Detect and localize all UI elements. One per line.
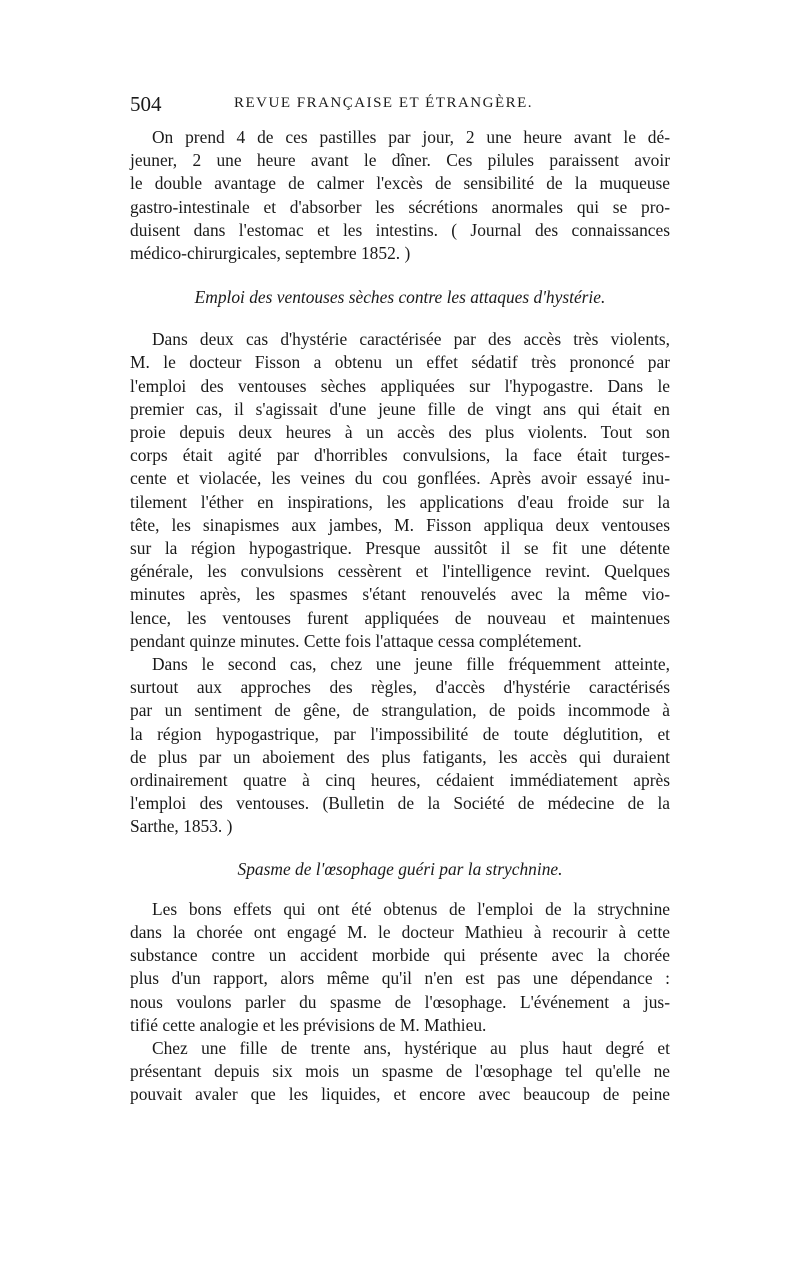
text-line: dans la chorée ont engagé M. le docteur Mathieu à recourir à cette bbox=[130, 921, 670, 942]
text-line: proie depuis deux heures à un accès des plus violents. Tout son bbox=[130, 422, 670, 443]
text-line: cente et violacée, les veines du cou gonflées. Après avoir essayé inu- bbox=[130, 468, 670, 489]
section-heading-ventouses: Emploi des ventouses sèches contre les attaques d'hystérie. bbox=[194, 287, 606, 308]
text-line: tifié cette analogie et les prévisions de M. Mathieu. bbox=[130, 1014, 487, 1035]
text-line: Dans deux cas d'hystérie caractérisée par des accès très violents, bbox=[152, 329, 670, 350]
text-line: tilement l'éther en inspirations, les applications d'eau froide sur la bbox=[130, 491, 670, 512]
text-line: pouvait avaler que les liquides, et encore avec beaucoup de peine bbox=[130, 1084, 670, 1105]
text-line: minutes après, les spasmes s'étant renouvelés avec la même vio- bbox=[130, 584, 670, 605]
paragraph-strychnine bbox=[130, 898, 670, 1037]
page-number: 504 bbox=[130, 92, 162, 116]
text-line: ordinairement quatre à cinq heures, cédaient immédiatement après bbox=[130, 770, 670, 791]
paragraph-pastilles bbox=[130, 126, 670, 265]
text-line: gastro-intestinale et d'absorber les sécrétions anormales qui se pro- bbox=[130, 196, 670, 217]
text-line: plus d'un rapport, alors même qu'il n'en est pas une dépendance : bbox=[130, 968, 670, 989]
running-title: REVUE FRANÇAISE ET ÉTRANGÈRE. bbox=[234, 95, 534, 111]
text-line: pendant quinze minutes. Cette fois l'attaque cessa complétement. bbox=[130, 630, 582, 651]
text-line: M. le docteur Fisson a obtenu un effet sédatif très prononcé par bbox=[130, 352, 670, 373]
text-line: générale, les convulsions cessèrent et l'intelligence revint. Quelques bbox=[130, 561, 670, 582]
text-line: surtout aux approches des règles, d'accès d'hystérie caractérisés bbox=[130, 677, 670, 698]
text-line: jeuner, 2 une heure avant le dîner. Ces pilules paraissent avoir bbox=[130, 150, 670, 171]
paragraph-second-case bbox=[130, 653, 670, 839]
text-line: duisent dans l'estomac et les intestins. ( Journal des connaissances bbox=[130, 219, 670, 240]
paragraph-case-thirty bbox=[130, 1037, 670, 1107]
text-line: l'emploi des ventouses. (Bulletin de la Société de médecine de la bbox=[130, 793, 670, 814]
text-line: sur la région hypogastrique. Presque aussitôt il se fit une détente bbox=[130, 538, 670, 559]
text-line: On prend 4 de ces pastilles par jour, 2 une heure avant le dé- bbox=[152, 127, 670, 147]
text-line: de plus par un aboiement des plus fatigants, les accès qui duraient bbox=[130, 746, 670, 767]
text-line: médico-chirurgicales, septembre 1852. ) bbox=[130, 243, 411, 264]
text-line: l'emploi des ventouses sèches appliquées sur l'hypogastre. Dans le bbox=[130, 375, 670, 396]
text-line: corps était agité par d'horribles convulsions, la face était turges- bbox=[130, 445, 670, 466]
text-line: tête, les sinapismes aux jambes, M. Fisson appliqua deux ventouses bbox=[130, 514, 670, 535]
text-line: présentant depuis six mois un spasme de l'œsophage tel qu'elle ne bbox=[130, 1061, 670, 1082]
text-line: substance contre un accident morbide qui présente avec la chorée bbox=[130, 945, 670, 966]
text-line: Dans le second cas, chez une jeune fille fréquemment atteinte, bbox=[152, 654, 670, 675]
text-line: Chez une fille de trente ans, hystérique au plus haut degré et bbox=[152, 1037, 670, 1058]
paragraph-hysteria-cases bbox=[130, 328, 670, 653]
text-line: Les bons effets qui ont été obtenus de l'emploi de la strychnine bbox=[152, 898, 670, 919]
text-line: nous voulons parler du spasme de l'œsophage. L'événement a jus- bbox=[130, 991, 670, 1012]
text-line: par un sentiment de gêne, de strangulation, de poids incommode à bbox=[130, 700, 670, 721]
text-line: premier cas, il s'agissait d'une jeune fille de vingt ans qui était en bbox=[130, 398, 670, 419]
text-line: Sarthe, 1853. ) bbox=[130, 816, 233, 837]
running-head bbox=[130, 92, 670, 126]
text-line: le double avantage de calmer l'excès de sensibilité de la muqueuse bbox=[130, 173, 670, 194]
text-line: lence, les ventouses furent appliquées de nouveau et maintenues bbox=[130, 607, 670, 628]
book-page bbox=[130, 92, 670, 1107]
section-heading-spasme: Spasme de l'œsophage guéri par la strychnine. bbox=[237, 858, 563, 879]
text-line: la région hypogastrique, par l'impossibilité de toute déglutition, et bbox=[130, 723, 670, 744]
